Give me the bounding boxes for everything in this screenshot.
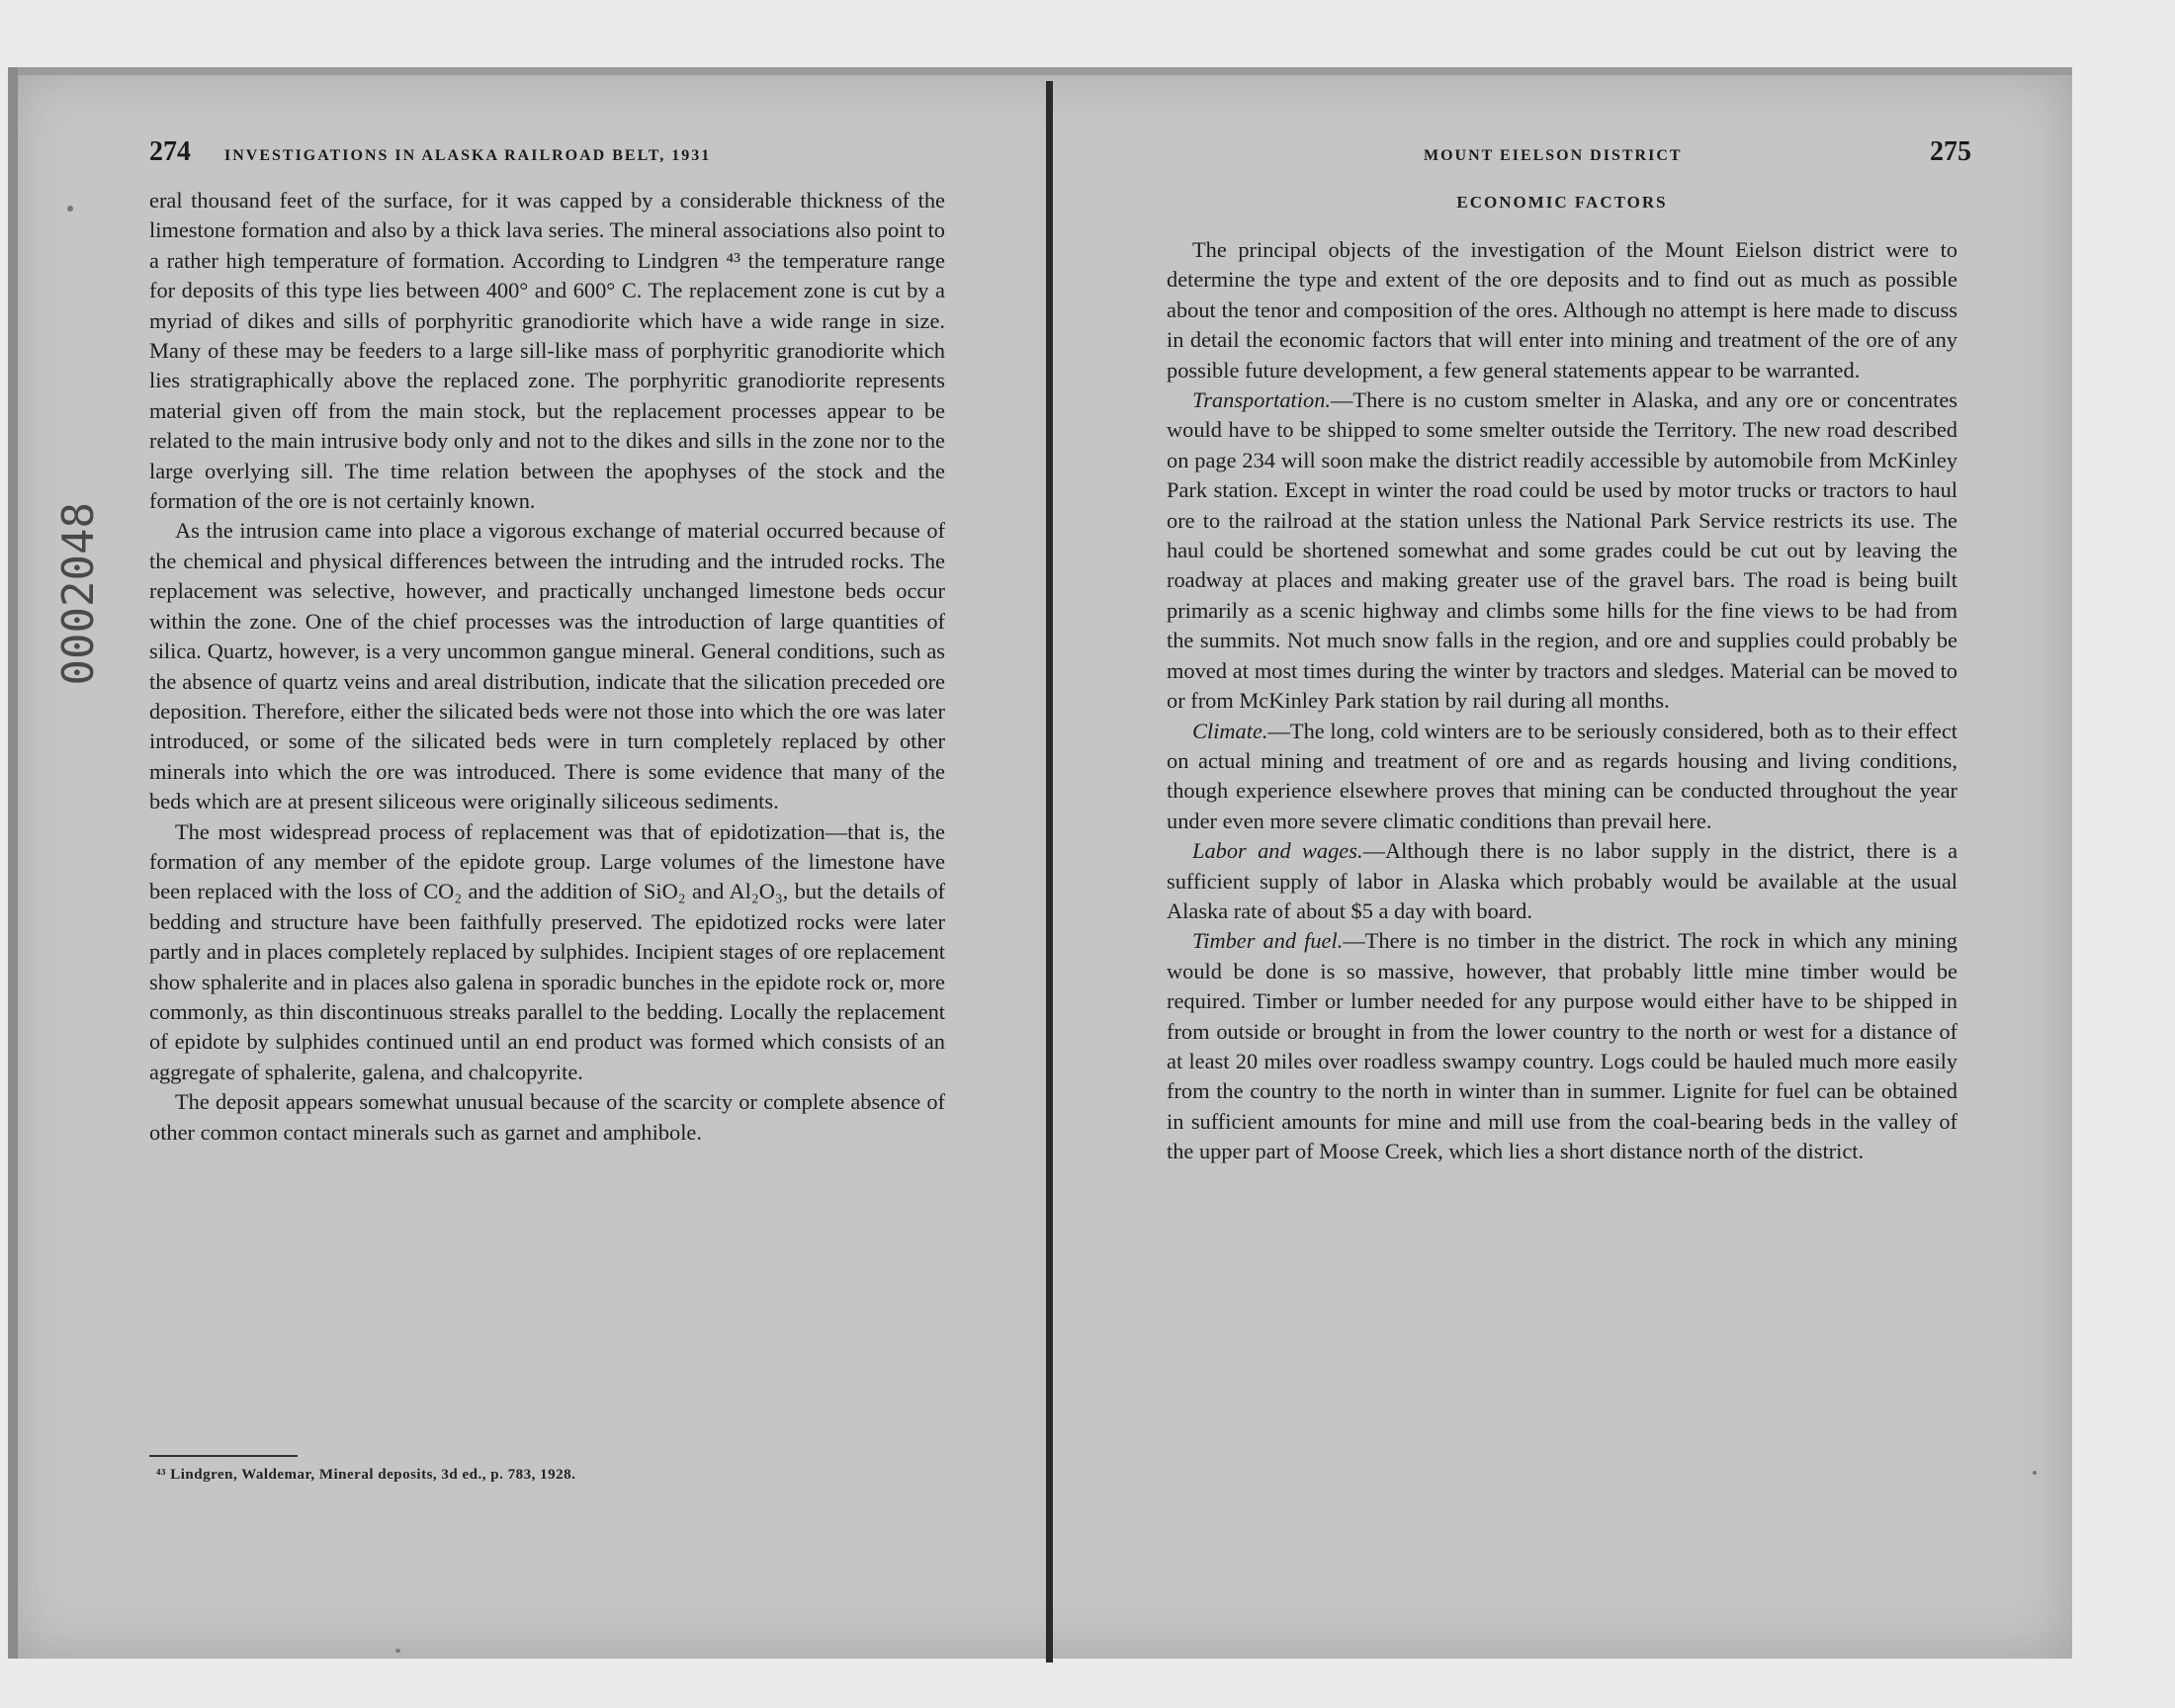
section-heading: ECONOMIC FACTORS <box>1456 193 1668 212</box>
scanned-book-spread <box>8 67 2072 1659</box>
left-running-title: INVESTIGATIONS IN ALASKA RAILROAD BELT, 1931 <box>224 147 712 164</box>
right-running-title: MOUNT EIELSON DISTRICT <box>1424 147 1683 164</box>
subsection-lead: Timber and fuel. <box>1192 928 1344 954</box>
scan-speck <box>2033 1471 2037 1475</box>
paragraph: As the intrusion came into place a vigorous exchange of material occurred because of the chemical and physical differences between the intruding and the intruded rocks. The replacement was selective, however, and practically unchanged limestone beds occur within the zone. One of the chief processes was the introduction of large quantities of silica. Quartz, however, is a very uncommon gangue mineral. General conditions, such as the absence of quartz veins and areal distribution, indicate that the silication preceded ore deposition. Therefore, either the silicated beds were not those into which the ore was later introduced, or some of the silicated beds were in turn completely replaced by other minerals into which the ore was introduced. There is some evidence that many of the beds which are at present siliceous were originally siliceous sediments. <box>149 518 945 814</box>
paragraph: The deposit appears somewhat unusual because of the scarcity or complete absence of other common contact minerals such as garnet and amphibole. <box>149 1089 945 1145</box>
left-body-text <box>149 186 945 1148</box>
right-page <box>1053 67 2072 1649</box>
subsection-lead: Transportation. <box>1192 387 1331 413</box>
scan-speck <box>395 1649 400 1653</box>
page-number-274: 274 <box>149 136 191 167</box>
subsection-labor <box>1167 836 1958 926</box>
right-body-text <box>1167 235 1958 1167</box>
left-page <box>8 67 1046 1649</box>
paragraph: The most widespread process of replacement was that of epidotization—that is, the formation of any member of the epidote group. Large volumes of the limestone have been replaced with the loss of CO₂ and the addition of SiO₂ and Al₂O₃, but the details of bedding and structure have been faithfully preserved. The epidotized rocks were later partly and in places completely replaced by sulphides. Incipient stages of ore replacement show sphalerite and in places also galena in sporadic bunches in the epidote rock or, more commonly, as thin discontinuous streaks parallel to the bedding. Locally the replacement of epidote by sulphides continued until an end product was formed which consists of an aggregate of sphalerite, galena, and chalcopyrite. <box>149 818 945 1084</box>
scan-speck <box>67 206 73 212</box>
right-running-header <box>1169 136 1971 168</box>
subsection-transportation <box>1167 385 1958 716</box>
subsection-timber <box>1167 926 1958 1166</box>
page-number-275: 275 <box>1930 136 1971 167</box>
left-running-header <box>149 136 901 168</box>
subsection-text: —The long, cold winters are to be seriously considered, both as to their effect on actual mining and treatment of ore and as regards housing and living conditions, though experience elsewhere proves that mining can be conducted throughout the year under even more severe climatic conditions than prevail here. <box>1167 718 1958 833</box>
vertical-scan-stamp <box>53 502 104 686</box>
subsection-lead: Labor and wages. <box>1192 838 1363 864</box>
scan-stamp-text: 0002048 <box>53 502 104 686</box>
footnote: ⁴³ Lindgren, Waldemar, Mineral deposits, 3d ed., p. 783, 1928. <box>156 1467 576 1483</box>
paragraph: eral thousand feet of the surface, for it was capped by a considerable thickness of the limestone formation and also by a thick lava series. The mineral associations also point to a rather high temperature of formation. According to Lindgren ⁴³ the temperature range for deposits of this type lies between 400° and 600° C. The replacement zone is cut by a myriad of dikes and sills of porphyritic granodiorite which have a wide range in size. Many of these may be feeders to a large sill-like mass of porphyritic granodiorite which lies stratigraphically above the replaced zone. The porphyritic granodiorite represents material given off from the main stock, but the replacement processes appear to be related to the main intrusive body only and not to the dikes and sills in the zone nor to the large overlying sill. The time relation between the apophyses of the stock and the formation of the ore is not certainly known. <box>149 188 945 514</box>
subsection-lead: Climate. <box>1192 718 1268 743</box>
subsection-text: —There is no timber in the district. The rock in which any mining would be done is so massive, however, that probably little mine timber would be required. Timber or lumber needed for any purpose would either have to be shipped in from outside or brought in from the lower country to the north or west for a distance of at least 20 miles over roadless swampy country. Logs could be hauled much more easily from the country to the north in winter than in summer. Lignite for fuel can be obtained in sufficient amounts for mine and mill use from the coal-bearing beds in the valley of the upper part of Moose Creek, which lies a short distance north of the district. <box>1167 928 1958 1164</box>
book-gutter <box>1046 81 1053 1663</box>
paragraph: The principal objects of the investigation of the Mount Eielson district were to determine the type and extent of the ore deposits and to find out as much as possible about the tenor and composition of the ores. Although no attempt is here made to discuss in detail the economic factors that will enter into mining and treatment of the ore of any possible future development, a few general statements appear to be warranted. <box>1167 237 1958 383</box>
subsection-text: —There is no custom smelter in Alaska, and any ore or concentrates would have to be shipped to some smelter outside the Territory. The new road described on page 234 will soon make the district readily accessible by automobile from McKinley Park station. Except in winter the road could be used by motor trucks or tractors to haul ore to the railroad at the station unless the National Park Service restricts its use. The haul could be shortened somewhat and some grades could be cut out by leaving the roadway at places and making greater use of the gravel bars. The road is being built primarily as a scenic highway and climbs some hills for the fine views to be had from the summits. Not much snow falls in the region, and ore and supplies could probably be moved at most times during the winter by tractors and sledges. Material can be moved to or from McKinley Park station by rail during all months. <box>1167 387 1958 714</box>
subsection-text: —Although there is no labor supply in the district, there is a sufficient supply of labor in Alaska which probably would be available at the usual Alaska rate of about $5 a day with board. <box>1167 838 1958 923</box>
footnote-divider <box>149 1455 298 1457</box>
subsection-climate <box>1167 717 1958 837</box>
